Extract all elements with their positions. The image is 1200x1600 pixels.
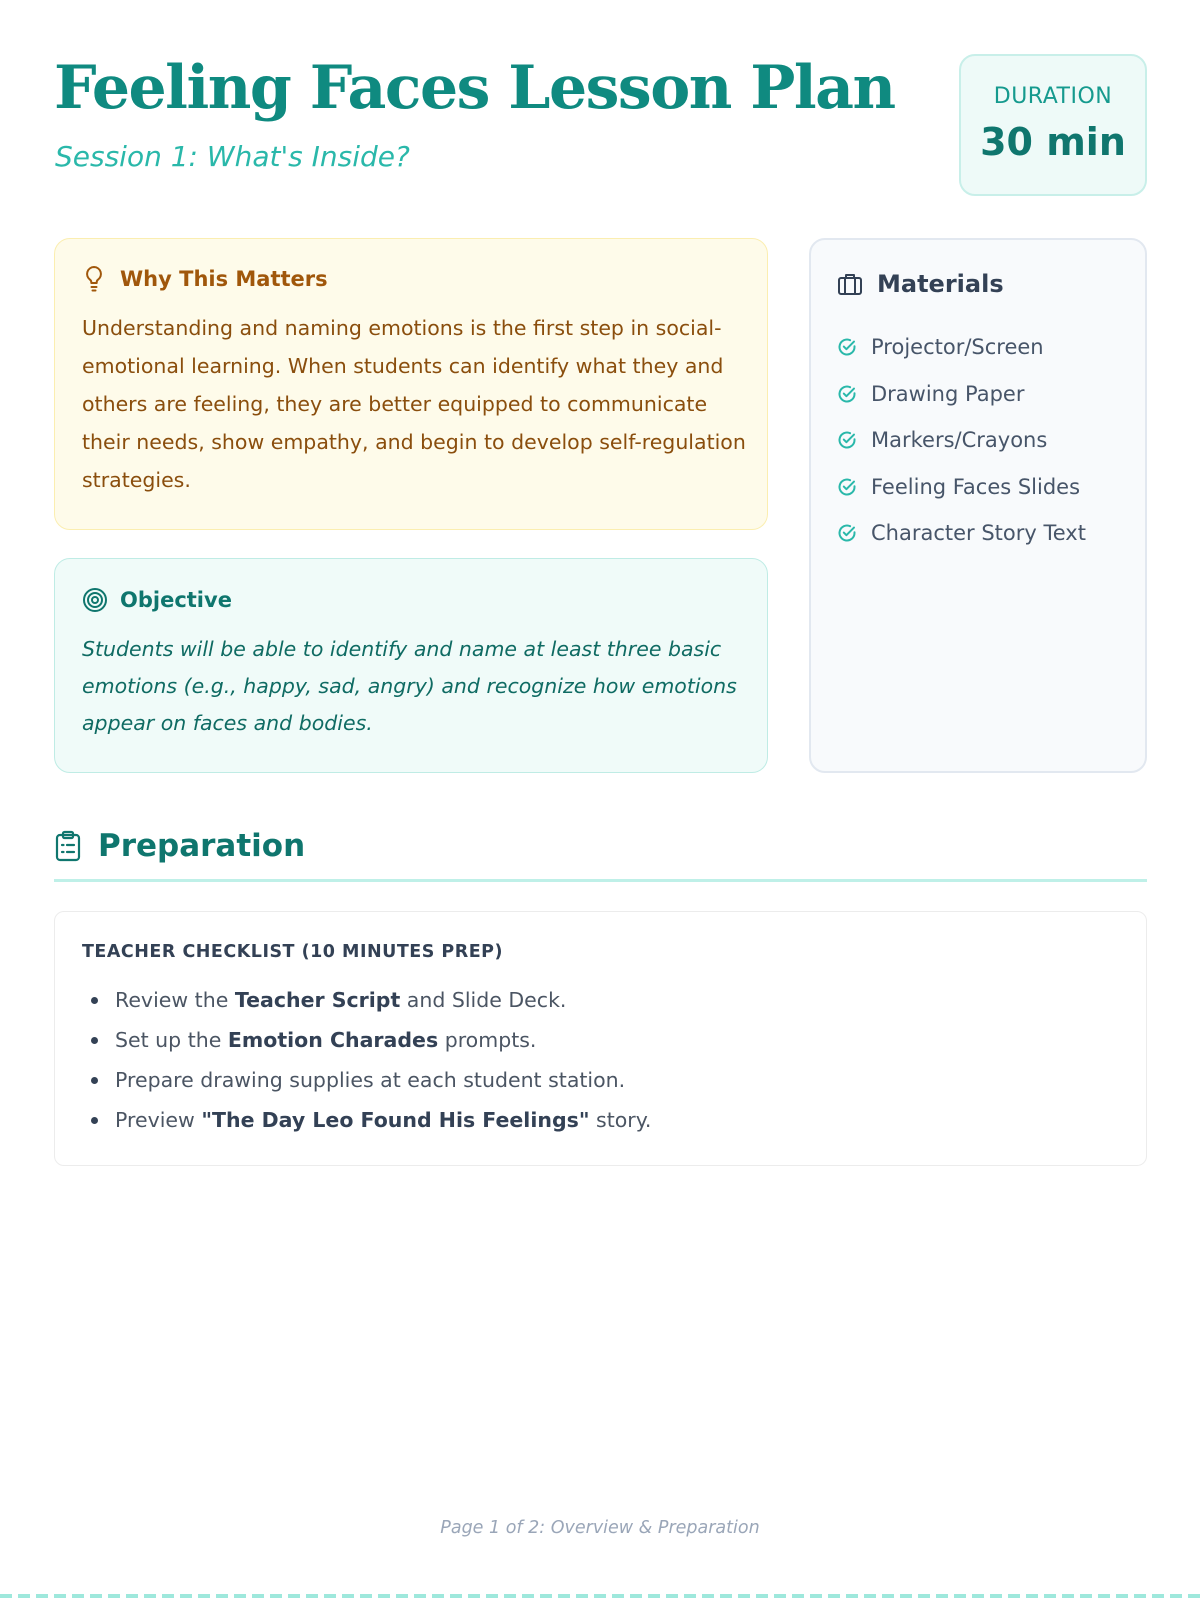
objective-header — [82, 587, 232, 613]
materials-item — [837, 464, 1086, 511]
dashed-bottom-border — [0, 1594, 1200, 1598]
materials-item-label: Projector/Screen — [871, 335, 1044, 360]
check-circle-icon — [837, 477, 857, 497]
teacher-checklist-card — [54, 911, 1147, 1166]
checklist-title: TEACHER CHECKLIST (10 MINUTES PREP) — [82, 942, 503, 962]
materials-list — [837, 324, 1086, 557]
target-icon — [82, 587, 108, 613]
page-footer: Page 1 of 2: Overview & Preparation — [440, 1518, 760, 1538]
materials-item-label: Drawing Paper — [871, 381, 1025, 406]
objective-text: Students will be able to identify and name at least three basic emotions (e.g., happy, sad, angry) and recognize how emotions appear on faces and bodies. — [82, 637, 737, 735]
duration-label: DURATION — [993, 84, 1113, 109]
check-circle-icon — [837, 523, 857, 543]
materials-card — [809, 238, 1147, 773]
why-this-matters-card — [54, 238, 768, 530]
lightbulb-icon — [82, 265, 106, 293]
materials-item — [837, 510, 1086, 557]
check-circle-icon — [837, 430, 857, 450]
materials-item-label: Feeling Faces Slides — [871, 474, 1081, 499]
duration-value: 30 min — [980, 120, 1126, 164]
why-this-matters-text: Understanding and naming emotions is the first step in social-emotional learning. When students can identify what they and others are feeling, they are better equipped to communicate their needs, show empathy, and begin to develop self-regulation strategies. — [82, 316, 746, 492]
teacher-checklist — [82, 980, 651, 1140]
preparation-heading: Preparation — [98, 828, 306, 864]
checklist-item: Prepare drawing supplies at each student station. — [82, 1060, 651, 1100]
check-circle-icon — [837, 384, 857, 404]
duration-badge — [959, 54, 1147, 196]
objective-heading: Objective — [120, 588, 232, 612]
section-divider — [54, 879, 1147, 882]
materials-item — [837, 371, 1086, 418]
checklist-item: Preview "The Day Leo Found His Feelings" story. — [82, 1100, 651, 1140]
materials-header — [837, 270, 1004, 298]
why-this-matters-heading: Why This Matters — [120, 267, 328, 291]
page-title: Feeling Faces Lesson Plan — [54, 53, 895, 123]
briefcase-icon — [837, 272, 863, 296]
objective-card — [54, 558, 768, 773]
preparation-section-header — [54, 828, 305, 864]
session-subtitle: Session 1: What's Inside? — [55, 140, 410, 173]
materials-item — [837, 417, 1086, 464]
materials-item-label: Character Story Text — [871, 521, 1086, 546]
why-this-matters-header — [82, 265, 328, 293]
materials-item-label: Markers/Crayons — [871, 428, 1048, 453]
materials-item — [837, 324, 1086, 371]
check-circle-icon — [837, 337, 857, 357]
checklist-item: Review the Teacher Script and Slide Deck. — [82, 980, 651, 1020]
checklist-item: Set up the Emotion Charades prompts. — [82, 1020, 651, 1060]
clipboard-icon — [54, 830, 82, 862]
materials-heading: Materials — [877, 270, 1004, 298]
